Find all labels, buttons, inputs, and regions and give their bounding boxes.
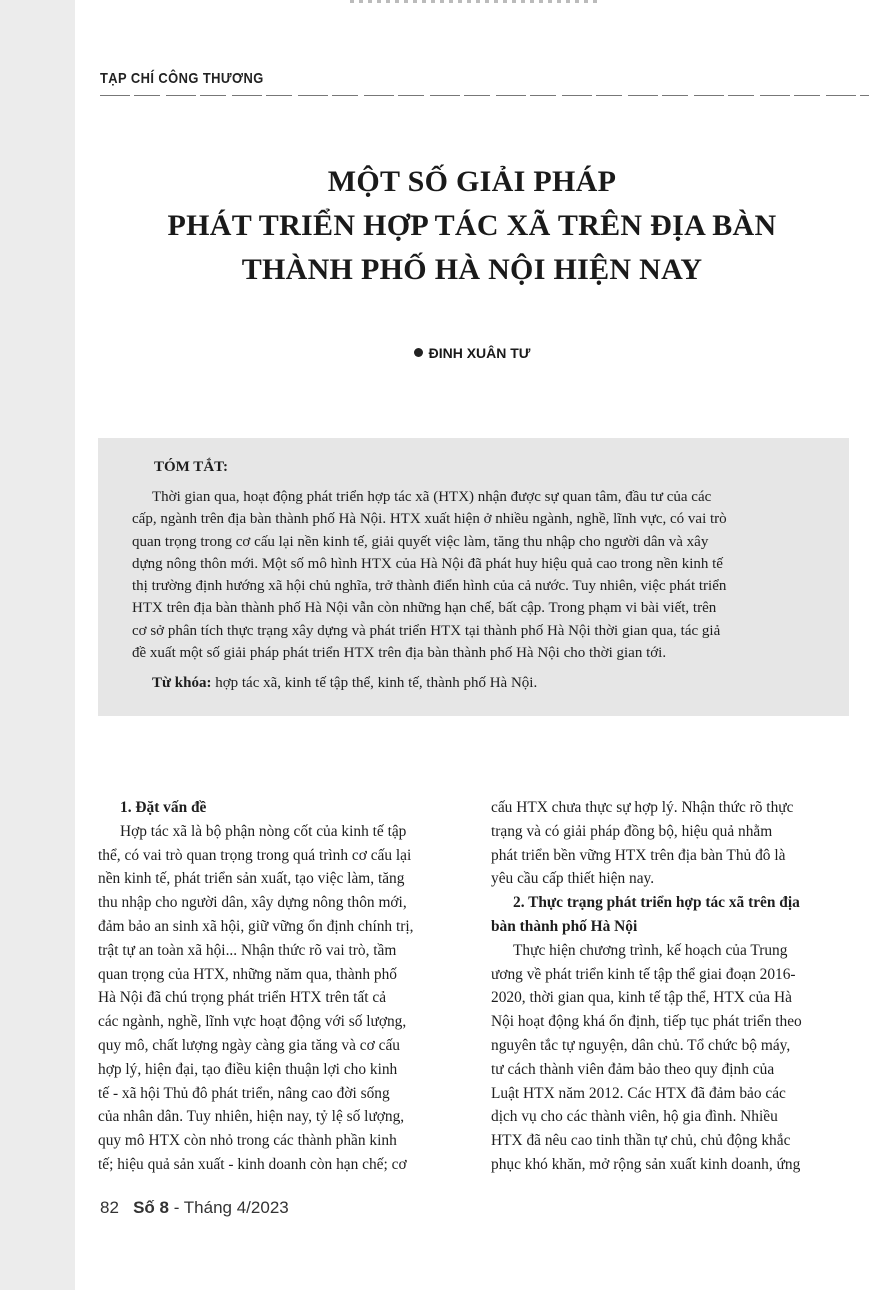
- body-line: Nội hoạt động khá ổn định, tiếp tục phát triển theo: [491, 1013, 802, 1031]
- journal-name: TẠP CHÍ CÔNG THƯƠNG: [100, 70, 264, 87]
- body-line: Hợp tác xã là bộ phận nòng cốt của kinh tế tập: [120, 822, 407, 840]
- author-byline: [75, 345, 869, 361]
- body-line: cấu HTX chưa thực sự hợp lý. Nhận thức rõ thực: [491, 799, 794, 816]
- body-line: quy mô, chất lượng ngày càng gia tăng và cơ cấu: [98, 1036, 400, 1054]
- body-line: yêu cầu cấp thiết hiện nay.: [491, 870, 655, 888]
- keywords-label: Từ khóa:: [152, 675, 212, 691]
- abstract-line: quan trọng trong cơ cấu lại nền kinh tế, giải quyết việc làm, tăng thu nhập cho người dân và xây: [132, 533, 709, 550]
- keywords-text: hợp tác xã, kinh tế tập thể, kinh tế, thành phố Hà Nội.: [211, 675, 538, 691]
- body-line: Luật HTX năm 2012. Các HTX đã đảm bảo các: [491, 1084, 786, 1102]
- article-title: [75, 160, 869, 292]
- body-line: nguyên tắc tự nguyện, dân chủ. Tổ chức bộ máy,: [491, 1036, 791, 1054]
- section-heading: 2. Thực trạng phát triển hợp tác xã trên địa: [513, 894, 800, 912]
- body-line: phục khó khăn, mở rộng sản xuất kinh doanh, ứng: [491, 1155, 801, 1173]
- body-line: Thực hiện chương trình, kế hoạch của Trung: [513, 941, 788, 959]
- abstract-line: thị trường định hướng xã hội chủ nghĩa, trở thành điển hình của cả nước. Tuy nhiên, việc phát triển: [132, 578, 727, 595]
- issue-number: Số 8: [133, 1198, 169, 1217]
- bullet-icon: [414, 348, 423, 357]
- title-line: THÀNH PHỐ HÀ NỘI HIỆN NAY: [241, 253, 703, 286]
- section-heading: 1. Đặt vấn đề: [120, 799, 207, 816]
- body-line: dịch vụ cho các thành viên, hộ gia đình. Nhiều: [491, 1108, 778, 1126]
- body-line: 2020, thời gian qua, kinh tế tập thể, HTX của Hà: [491, 989, 792, 1007]
- author-name: ĐINH XUÂN TƯ: [428, 345, 531, 361]
- body-line: Hà Nội đã chú trọng phát triển HTX trên tất cả: [98, 989, 387, 1007]
- left-column: [98, 796, 462, 1177]
- title-line: PHÁT TRIỂN HỢP TÁC XÃ TRÊN ĐỊA BÀN: [167, 209, 777, 242]
- abstract-line: HTX trên địa bàn thành phố Hà Nội vẫn còn những hạn chế, bất cập. Trong phạm vi bài viết, trên: [132, 600, 717, 617]
- keywords: [152, 675, 537, 692]
- body-line: của nhân dân. Tuy nhiên, hiện nay, tỷ lệ số lượng,: [98, 1108, 405, 1126]
- abstract-line: dựng nông thôn mới. Một số mô hình HTX của Hà Nội đã phát huy hiệu quả cao trong nền kinh tế: [132, 555, 723, 572]
- right-column: [491, 796, 850, 1177]
- body-line: HTX đã nêu cao tinh thần tự chủ, chủ động khắc: [491, 1132, 791, 1150]
- body-line: đảm bảo an sinh xã hội, giữ vững ổn định chính trị,: [98, 917, 414, 935]
- abstract-heading: TÓM TẮT:: [154, 459, 229, 475]
- body-line: thể, có vai trò quan trọng trong quá trình cơ cấu lại: [98, 846, 412, 864]
- body-line: tế; hiệu quả sản xuất - kinh doanh còn hạn chế; cơ: [98, 1155, 407, 1173]
- body-line: hợp lý, hiện đại, tạo điều kiện thuận lợi cho kinh: [98, 1060, 398, 1078]
- abstract-line: cơ sở phân tích thực trạng xây dựng và phát triển HTX tại thành phố Hà Nội thời gian qua, tác giả: [132, 622, 721, 639]
- issue-date: - Tháng 4/2023: [169, 1198, 289, 1217]
- body-line: thu nhập cho người dân, xây dựng nông thôn mới,: [98, 894, 407, 912]
- body-line: phát triển bền vững HTX trên địa bàn Thủ đô là: [491, 846, 786, 864]
- section-heading: bàn thành phố Hà Nội: [491, 917, 638, 935]
- margin-strip: [0, 0, 75, 1290]
- abstract-line: cấp, ngành trên địa bàn thành phố Hà Nội. HTX xuất hiện ở nhiều ngành, nghề, lĩnh vực, có vai trò: [132, 511, 727, 528]
- title-line: MỘT SỐ GIẢI PHÁP: [327, 165, 617, 198]
- body-line: các ngành, nghề, lĩnh vực hoạt động với số lượng,: [98, 1013, 407, 1031]
- body-line: quy mô HTX còn nhỏ trong các thành phần kinh: [98, 1132, 397, 1150]
- body-line: quan trọng của HTX, những năm qua, thành phố: [98, 965, 397, 983]
- body-line: trạng và có giải pháp đồng bộ, hiệu quả nhằm: [491, 822, 773, 840]
- body-line: ương về phát triển kinh tế tập thể giai đoạn 2016-: [491, 965, 796, 983]
- body-line: tư cách thành viên đảm bảo theo quy định của: [491, 1060, 775, 1078]
- body-line: nền kinh tế, phát triển sản xuất, tạo việc làm, tăng: [98, 870, 405, 888]
- top-dotted-rule: [350, 0, 600, 3]
- abstract-line: đề xuất một số giải pháp phát triển HTX trên địa bàn thành phố Hà Nội cho thời gian tới.: [132, 645, 667, 662]
- abstract-text: [132, 486, 832, 664]
- abstract-line: Thời gian qua, hoạt động phát triển hợp tác xã (HTX) nhận được sự quan tâm, đầu tư của các: [152, 489, 712, 505]
- page-number: 82: [100, 1198, 119, 1217]
- body-line: tế - xã hội Thủ đô phát triển, nâng cao đời sống: [98, 1084, 390, 1102]
- page-footer: [100, 1198, 289, 1218]
- body-line: trật tự an toàn xã hội... Nhận thức rõ vai trò, tầm: [98, 941, 397, 959]
- header-rule: [100, 95, 869, 96]
